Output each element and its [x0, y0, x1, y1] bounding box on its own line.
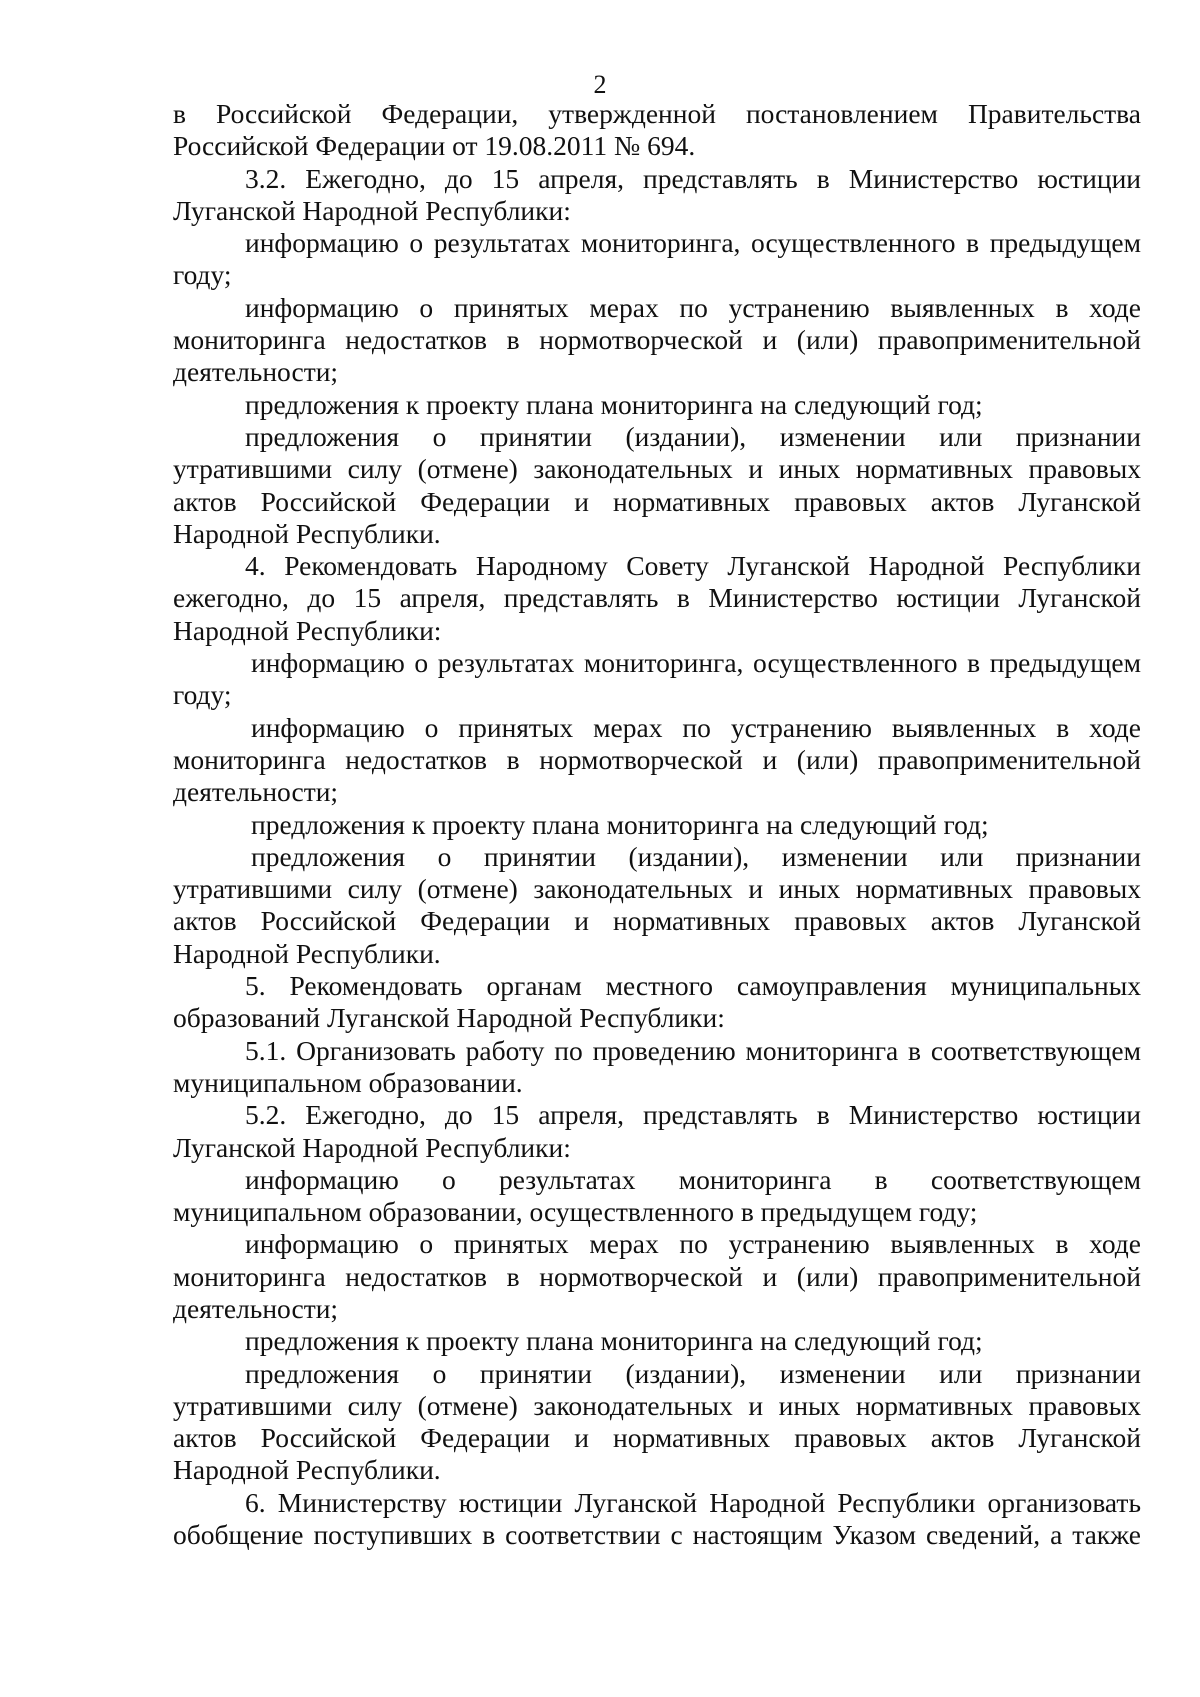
document-body	[173, 98, 1141, 1551]
document-paragraph: информацию о принятых мерах по устранению выявленных в ходе мониторинга недостатков в нормотворческой и (или) правоприменительной деятельности;	[173, 291, 1141, 388]
document-paragraph: информацию о принятых мерах по устранению выявленных в ходе мониторинга недостатков в нормотворческой и (или) правоприменительной деятельности;	[173, 711, 1141, 808]
document-paragraph: предложения к проекту плана мониторинга на следующий год;	[245, 1325, 983, 1357]
document-paragraph: предложения к проекту плана мониторинга на следующий год;	[245, 388, 983, 420]
document-paragraph: 5. Рекомендовать органам местного самоуправления муниципальных образований Луганской Народной Республики:	[173, 970, 1141, 1034]
document-paragraph: 3.2. Ежегодно, до 15 апреля, представлять в Министерство юстиции Луганской Народной Республики:	[173, 162, 1141, 226]
document-paragraph: информацию о принятых мерах по устранению выявленных в ходе мониторинга недостатков в нормотворческой и (или) правоприменительной деятельности;	[173, 1228, 1141, 1324]
document-paragraph: 5.1. Организовать работу по проведению мониторинга в соответствующем муниципальном образовании.	[173, 1034, 1141, 1098]
document-paragraph: предложения о принятии (издании), изменении или признании утратившими силу (отмене) законодательных и иных нормативных правовых актов Российской Федерации и нормативных правовых актов Луганской Народной Республики.	[173, 840, 1141, 969]
document-paragraph: предложения о принятии (издании), изменении или признании утратившими силу (отмене) законодательных и иных нормативных правовых актов Российской Федерации и нормативных правовых актов Луганской Народной Республики.	[173, 1357, 1141, 1486]
document-paragraph: 4. Рекомендовать Народному Совету Луганской Народной Республики ежегодно, до 15 апреля, представлять в Министерство юстиции Луганской Народной Республики:	[173, 550, 1141, 646]
document-paragraph: предложения о принятии (издании), изменении или признании утратившими силу (отмене) законодательных и иных нормативных правовых актов Российской Федерации и нормативных правовых актов Луганской Народной Республики.	[173, 420, 1141, 549]
document-paragraph: предложения к проекту плана мониторинга на следующий год;	[251, 808, 989, 840]
document-paragraph: информацию о результатах мониторинга, осуществленного в предыдущем году;	[173, 647, 1141, 711]
document-paragraph: 5.2. Ежегодно, до 15 апреля, представлять в Министерство юстиции Луганской Народной Республики:	[173, 1099, 1141, 1163]
document-paragraph: информацию о результатах мониторинга в соответствующем муниципальном образовании, осуществленного в предыдущем году;	[173, 1163, 1141, 1228]
document-paragraph: 6. Министерству юстиции Луганской Народной Республики организовать обобщение поступивших в соответствии с настоящим Указом сведений, а также	[173, 1486, 1141, 1551]
page-number: 2	[593, 70, 607, 99]
document-paragraph: в Российской Федерации, утвержденной постановлением Правительства Российской Федерации от 19.08.2011 № 694.	[173, 98, 1141, 162]
document-paragraph: информацию о результатах мониторинга, осуществленного в предыдущем году;	[173, 227, 1141, 291]
